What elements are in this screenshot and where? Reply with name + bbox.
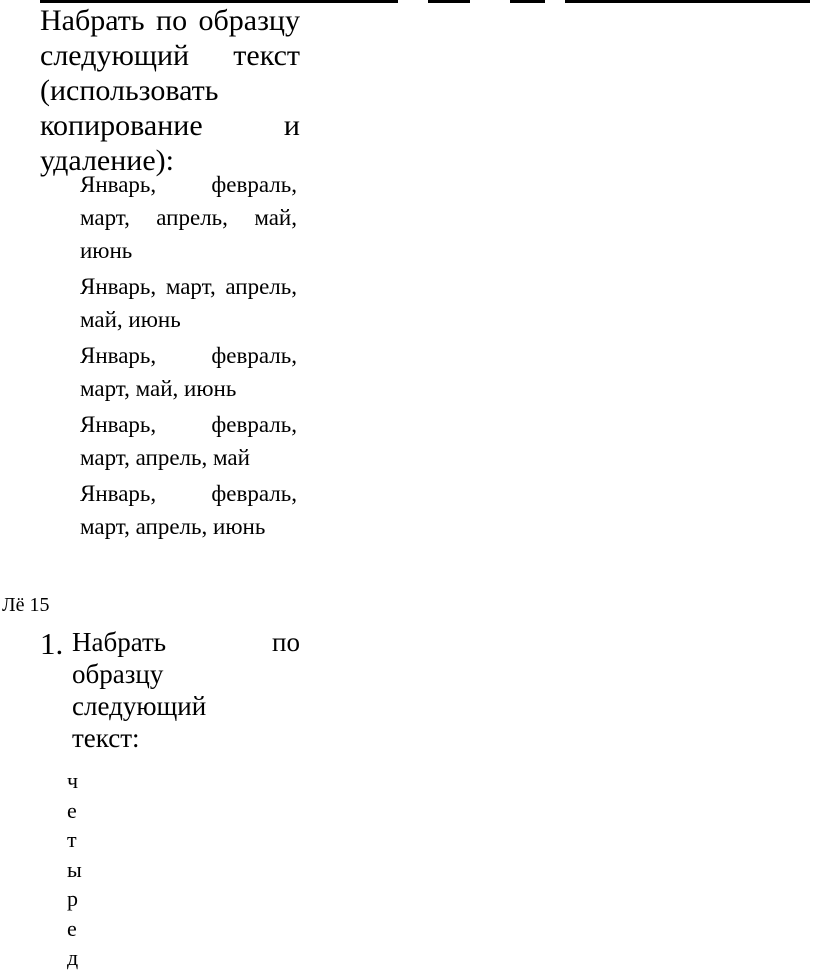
sample-lines: [80, 168, 297, 546]
sample-line: Январь, февраль, март, апрель, май, июнь: [80, 172, 297, 263]
section-label: Лё 15: [2, 594, 50, 616]
task-text: [72, 626, 300, 754]
sample-line: Январь, февраль, март, май, июнь: [80, 343, 297, 401]
task-rest: образцу следующий текст:: [72, 659, 207, 753]
sample-line: Январь, февраль, март, апрель, май: [80, 412, 297, 470]
task-item: [40, 626, 300, 754]
letter: р: [67, 886, 78, 911]
letter: е: [67, 915, 77, 941]
top-border-gap: [545, 0, 565, 3]
letter: т: [67, 827, 77, 852]
intro-text: Набрать по образцу следующий текст (использовать копирование и удаление):: [40, 4, 300, 177]
top-border-gap: [398, 0, 428, 3]
sample-line: Январь, февраль, март, апрель, июнь: [80, 481, 297, 539]
letter: д: [67, 945, 79, 970]
letter: ч: [67, 768, 79, 793]
letter: е: [67, 797, 77, 823]
top-border-gap: [470, 0, 510, 3]
sample-line: Январь, март, апрель, май, июнь: [80, 274, 297, 332]
task-word: по: [272, 627, 300, 657]
task-word: Набрать: [72, 627, 167, 657]
vertical-letters: [67, 766, 82, 973]
task-first-line: [72, 626, 300, 658]
letter: ы: [67, 856, 82, 882]
task-number: 1.: [40, 626, 64, 661]
